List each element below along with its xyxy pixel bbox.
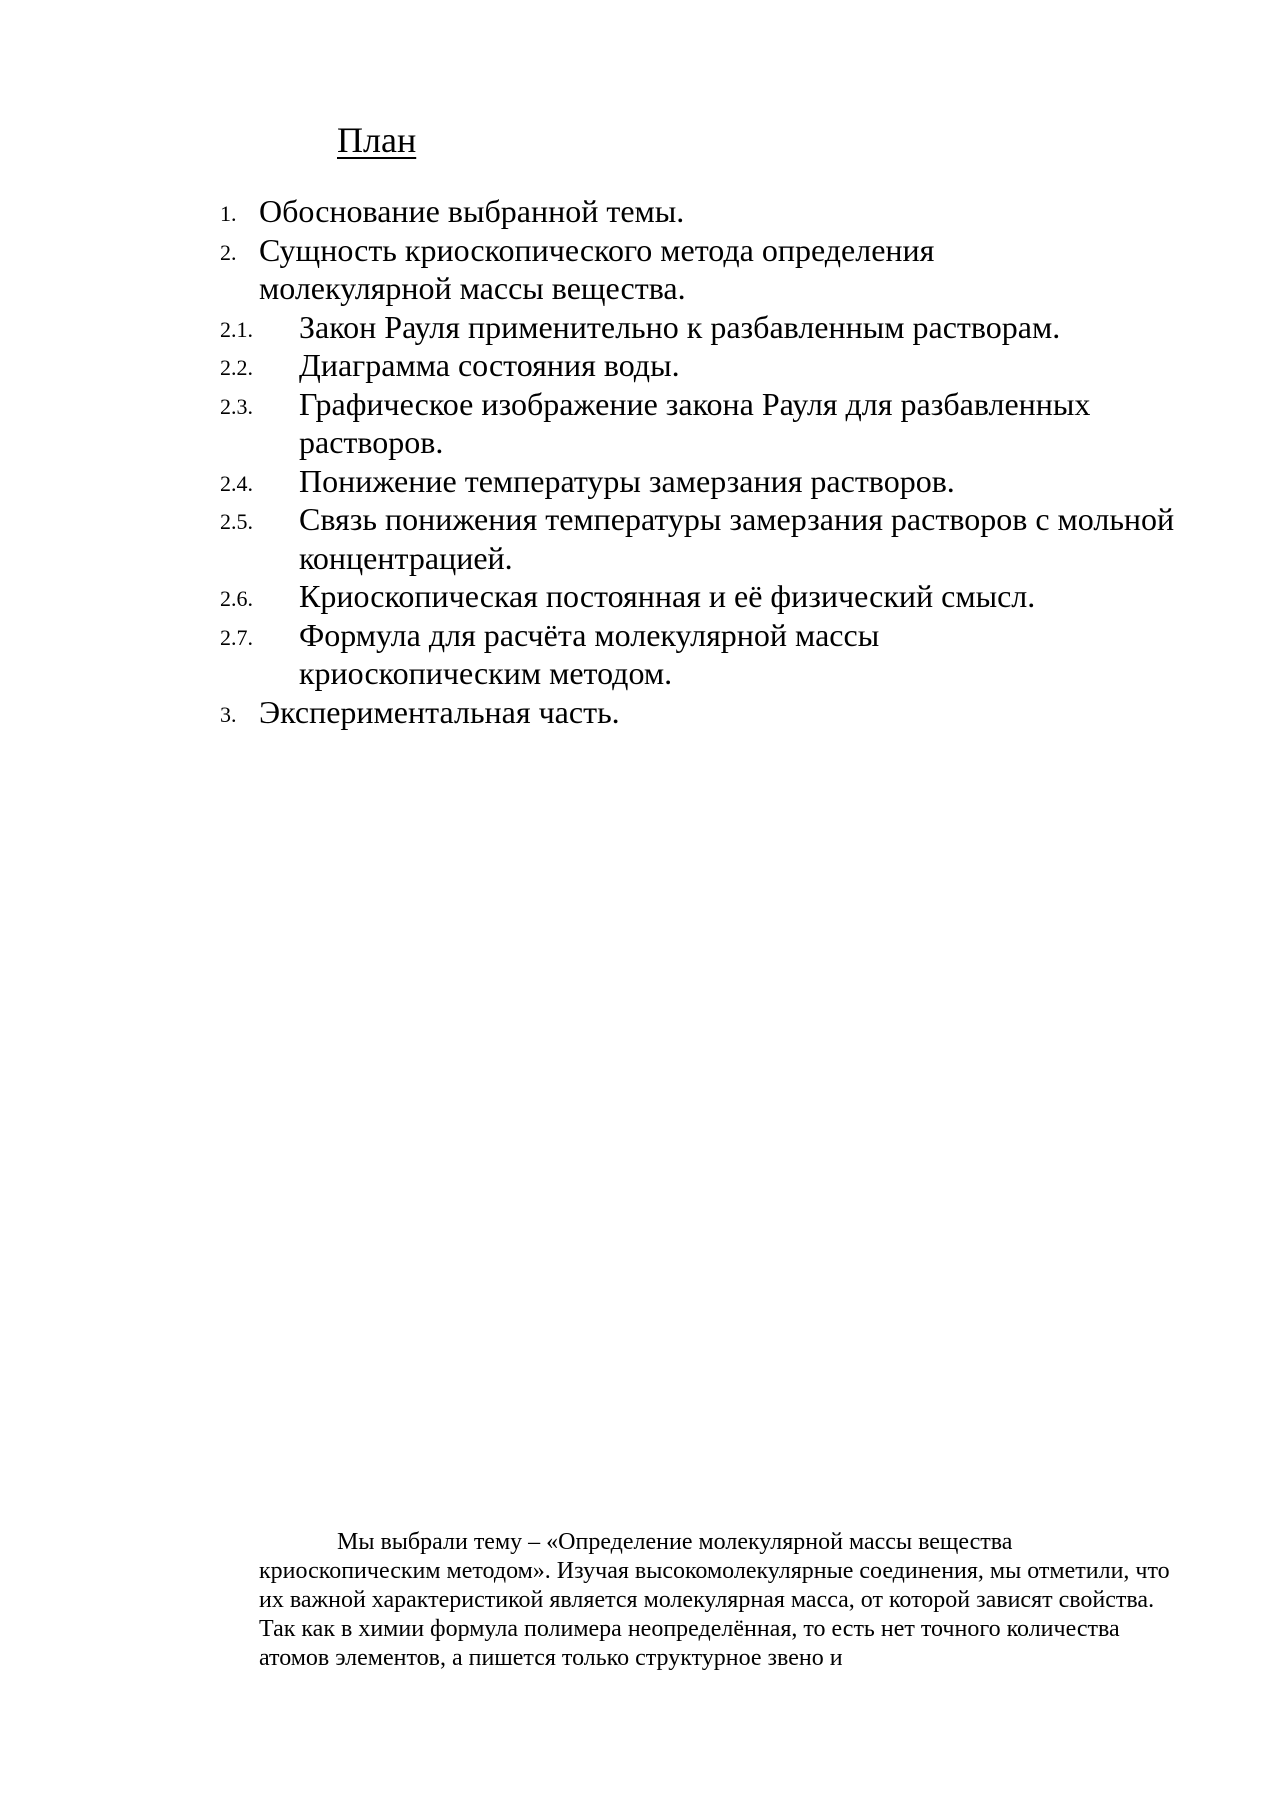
plan-item-2-5 [220,500,1220,577]
plan-item-number: 2. [220,239,237,265]
plan-item-text: Графическое изображение закона Рауля для разбавленных растворов. [299,385,1091,460]
plan-list [220,192,1220,731]
plan-item-text: Диаграмма состояния воды. [299,347,680,383]
plan-item-text: Формула для расчёта молекулярной массы криоскопическим методом. [299,616,880,691]
plan-item-2-7 [220,616,1220,693]
plan-item-text: Обоснование выбранной темы. [259,193,685,229]
plan-item-2-6 [220,577,1220,616]
plan-item-1 [220,192,1220,231]
plan-item-2-4 [220,462,1220,501]
plan-item-text: Экспериментальная часть. [259,693,620,730]
plan-item-number: 2.2. [220,355,253,380]
plan-item-number: 1. [220,201,237,226]
plan-item-2-3 [220,385,1220,462]
plan-title: План [337,120,417,160]
plan-item-text: Сущность криоскопического метода определения молекулярной массы вещества. [259,231,935,306]
plan-item-2-2 [220,346,1220,385]
plan-item-number: 2.3. [220,393,253,419]
plan-item-number: 2.7. [220,624,253,650]
plan-item-3 [220,693,1220,732]
plan-item-text: Понижение температуры замерзания растворов. [299,462,955,499]
plan-item-2-1 [220,308,1220,347]
intro-paragraph: Мы выбрали тему – «Определение молекулярной массы вещества криоскопическим методом». Изучая высокомолекулярные соединения, мы отметили, что их важной характеристикой является молекулярная масса, от которой зависят свойства. Так как в химии формула полимера неопределённая, то есть нет точного количества атомов элементов, а пишется только структурное звено и [259,1529,1170,1671]
plan-item-text: Криоскопическая постоянная и её физический смысл. [299,578,1036,614]
plan-item-2 [220,231,1220,308]
plan-item-text: Связь понижения температуры замерзания растворов с мольной концентрацией. [299,501,1175,576]
plan-item-number: 2.5. [220,509,253,534]
plan-item-number: 2.4. [220,470,253,496]
plan-item-number: 2.1. [220,316,253,342]
plan-item-number: 3. [220,701,237,727]
plan-item-number: 2.6. [220,586,253,611]
plan-item-text: Закон Рауля применительно к разбавленным растворам. [299,308,1061,345]
